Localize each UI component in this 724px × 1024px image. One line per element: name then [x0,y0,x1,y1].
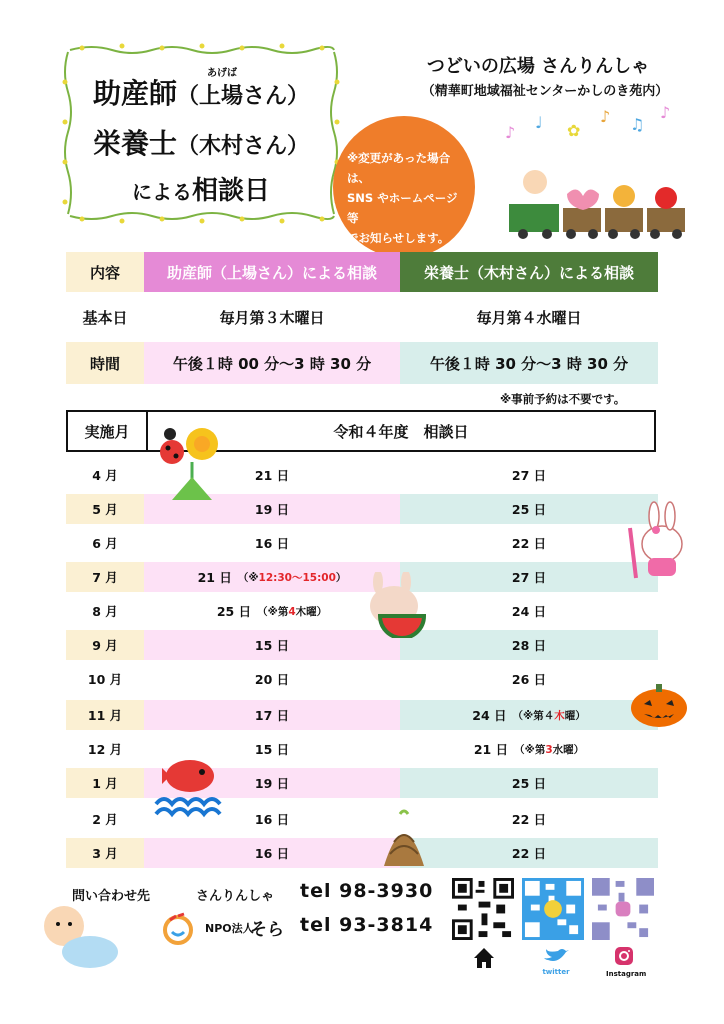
train-icon [505,168,690,240]
table-row: 10 月 20 日 26 日 [87,672,547,687]
org-location: （精華町地域福祉センターかしのき苑内） [421,84,669,99]
title-ruby: あげば [207,68,237,79]
table-row: 12 月 15 日 21 日 （※第3水曜） [87,742,585,757]
instagram-icon[interactable]: Instagram [606,946,642,978]
top-table-header [66,252,658,292]
dandelion-ladybug-icon [152,422,224,502]
year-header: 令和４年度 相談日 [333,422,469,441]
time-nutritionist: 午後１時 30 分～3 時 30 分 [400,342,658,384]
title-line-nutritionist: 栄養士（木村さん） [92,127,310,160]
twitter-icon[interactable]: twitter [538,946,574,976]
org-name: つどいの広場 さんりんしゃ [426,56,650,77]
sora-logo-icon [160,912,196,946]
table-row: 8 月 25 日 （※第4木曜） 24 日 [92,604,547,619]
music-notes-icon [505,100,685,145]
baby-icon [34,900,124,980]
svg-text:♩: ♩ [535,113,543,132]
table-row: 9 月 15 日 28 日 [66,630,658,660]
table-row: 7 月 21 日 （※12:30～15:00） 27 日 [66,562,658,592]
top-table-basic-row [66,296,658,338]
table-row: 5 月 19 日 25 日 [66,494,658,524]
header-label: 内容 [66,252,144,292]
top-table-time-row [66,342,658,384]
title-line-consultation: による相談日 [131,176,270,206]
title-line-midwife: 助産師（上場さん） [92,77,310,110]
header-nutritionist: 栄養士（木村さん）による相談 [400,252,658,292]
basic-nutritionist: 毎月第４水曜日 [476,308,582,327]
bamboo-shoot-icon [380,808,428,868]
header-midwife: 助産師（上場さん）による相談 [144,252,400,292]
table-row: 3 月 16 日 22 日 [66,838,658,868]
contact-tel-sanrinsha[interactable]: tel 98-3930 [300,880,434,902]
svg-text:♪: ♪ [600,107,611,126]
contact-npo-label: NPO法人 [205,922,254,935]
home-icon[interactable] [472,946,496,970]
twitter-qr-code[interactable] [522,878,584,940]
contact-label: 問い合わせ先 [72,889,151,904]
rabbit-watermelon-icon [360,572,430,638]
homepage-qr-code[interactable] [452,878,514,940]
pumpkin-icon [630,682,688,728]
contact-name-sora: そら [250,920,284,940]
rabbit-umbrella-icon [620,500,690,582]
no-reservation-note: ※事前予約は不要です。 [500,392,626,406]
notice-circle: ※変更があった場合は、 SNS やホームページ等 でお知らせします。 [333,116,475,258]
table-row: 6 月 16 日 22 日 [92,536,547,551]
basic-label: 基本日 [82,308,128,327]
table-row: 1 月 19 日 25 日 [66,768,658,798]
time-label: 時間 [66,342,144,384]
svg-text:✿: ✿ [567,121,581,140]
time-midwife: 午後１時 00 分～3 時 30 分 [144,342,400,384]
month-header: 実施月 [68,412,148,450]
contact-tel-sora[interactable]: tel 93-3814 [300,914,434,936]
table-row: 4 月 21 日 27 日 [92,468,547,483]
title-box [62,42,340,224]
table-row: 2 月 16 日 22 日 [92,812,547,827]
svg-text:♪: ♪ [505,123,516,142]
svg-text:♫: ♫ [630,115,645,134]
basic-midwife: 毎月第３木曜日 [219,308,325,327]
sea-bream-icon [152,748,222,820]
contact-name-sanrinsha: さんりんしゃ [196,889,275,904]
svg-text:♪: ♪ [660,103,671,122]
instagram-qr-code[interactable] [592,878,654,940]
table-row: 11 月 17 日 24 日 （※第４木曜） [66,700,658,730]
